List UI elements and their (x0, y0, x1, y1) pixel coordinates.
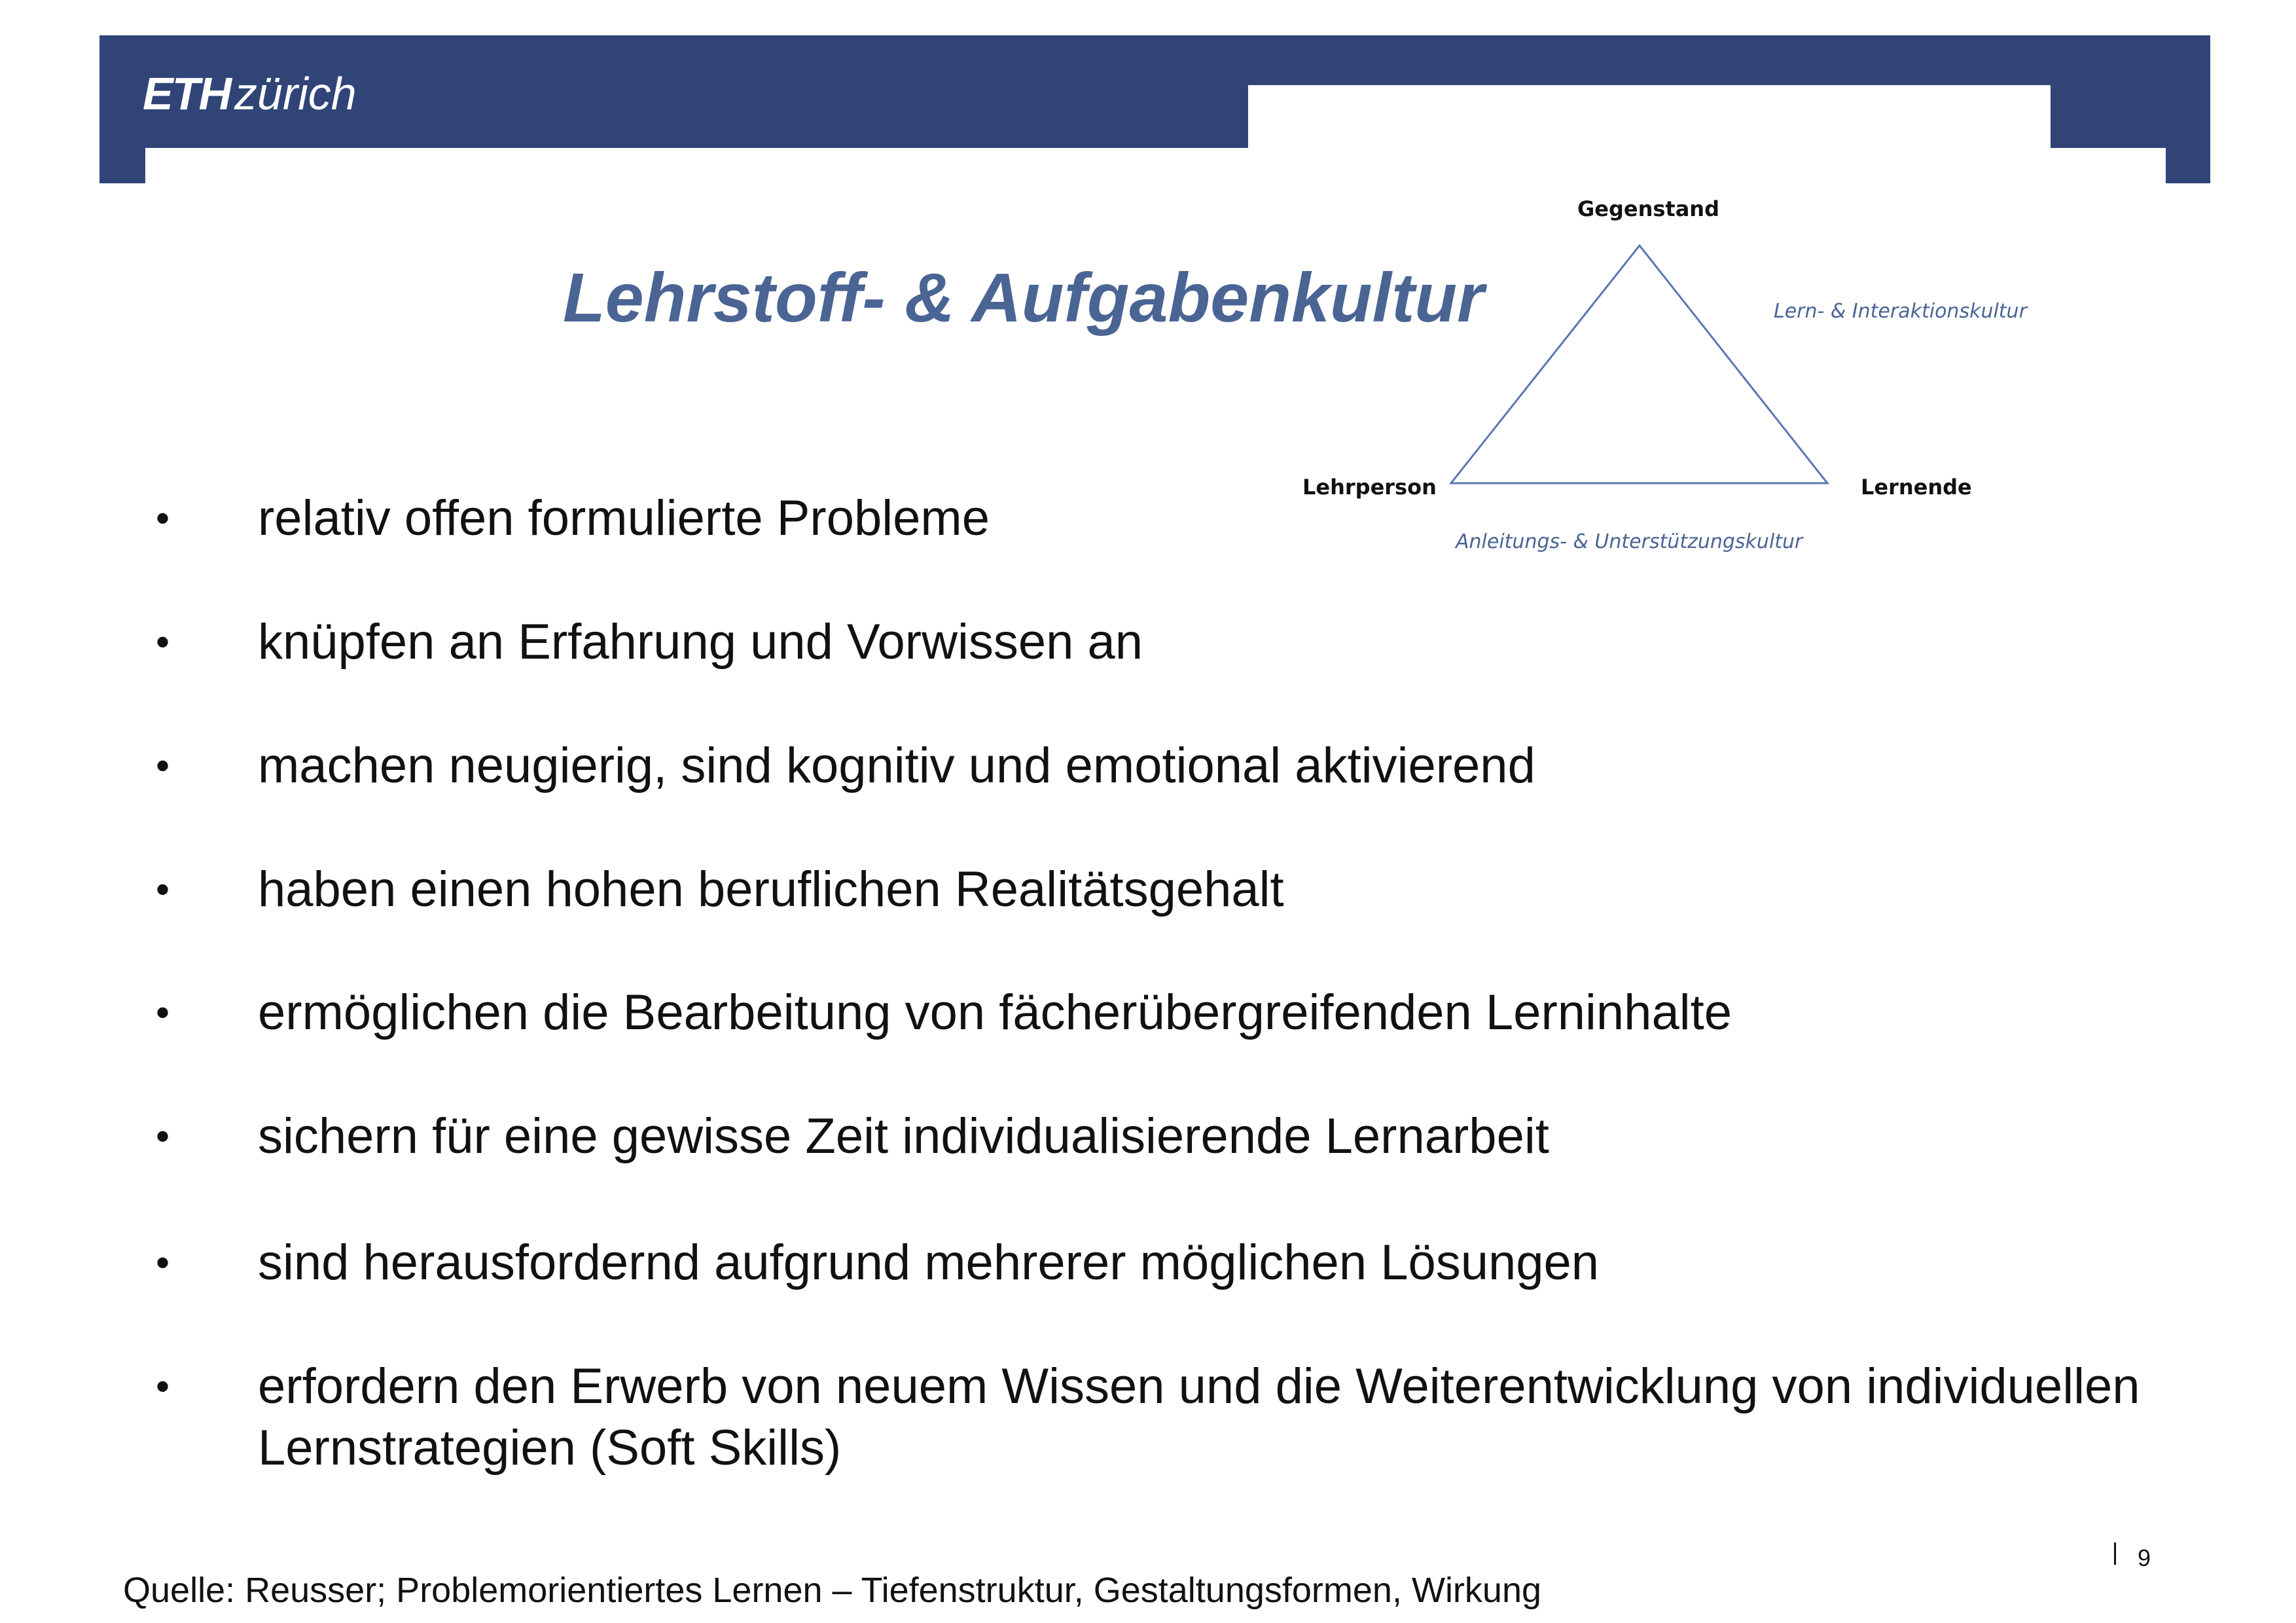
bullet-text: haben einen hohen beruflichen Realitätsgehalt (258, 862, 1284, 917)
eth-zurich-logo (143, 64, 357, 123)
bullet-marker: • (156, 867, 170, 911)
bullet-marker: • (156, 744, 170, 788)
bullet-text: machen neugierig, sind kognitiv und emotional aktivierend (258, 738, 1535, 793)
page-number: 9 (2138, 1544, 2151, 1571)
bullet-text: sichern für eine gewisse Zeit individualisierende Lernarbeit (258, 1108, 1549, 1164)
bullet-marker: • (156, 1241, 170, 1285)
bullet-marker: • (156, 496, 170, 540)
node-gegenstand: Gegenstand (1577, 196, 1719, 221)
bullet-text: erfordern den Erwerb von neuem Wissen und die Weiterentwicklung von individuellen Lernstrategien (Soft Skills) (258, 1359, 2140, 1476)
logo-zurich: zürich (234, 68, 357, 119)
slide-title: Lehrstoff- & Aufgabenkultur (563, 259, 1484, 337)
node-lehrperson: Lehrperson (1302, 475, 1437, 500)
bullet-marker: • (156, 620, 170, 664)
bullet-text: knüpfen an Erfahrung und Vorwissen an (258, 614, 1143, 670)
node-lernende: Lernende (1861, 475, 1972, 500)
bullet-marker: • (156, 1364, 170, 1408)
source-citation: Quelle: Reusser; Problemorientiertes Lernen – Tiefenstruktur, Gestaltungsformen, Wirkung (123, 1571, 1542, 1610)
page-number-divider (2114, 1542, 2116, 1565)
label-anleitungs-unterstuetzungskultur: Anleitungs- & Unterstützungskultur (1456, 530, 1803, 553)
bullet-text: sind herausfordernd aufgrund mehrerer möglichen Lösungen (258, 1235, 1600, 1290)
bullet-marker: • (156, 1114, 170, 1158)
label-lern-interaktionskultur: Lern- & Interaktionskultur (1774, 300, 2027, 323)
bullet-marker: • (156, 991, 170, 1034)
bullet-text: relativ offen formulierte Probleme (258, 490, 990, 546)
header-band-cutout-right (1248, 85, 2051, 148)
logo-eth: ETH (143, 68, 230, 119)
triangle-outline (1451, 246, 1827, 483)
bullet-text: ermöglichen die Bearbeitung von fächerübergreifenden Lerninhalte (258, 985, 1732, 1040)
header-band-cutout-bottom (145, 148, 2166, 183)
